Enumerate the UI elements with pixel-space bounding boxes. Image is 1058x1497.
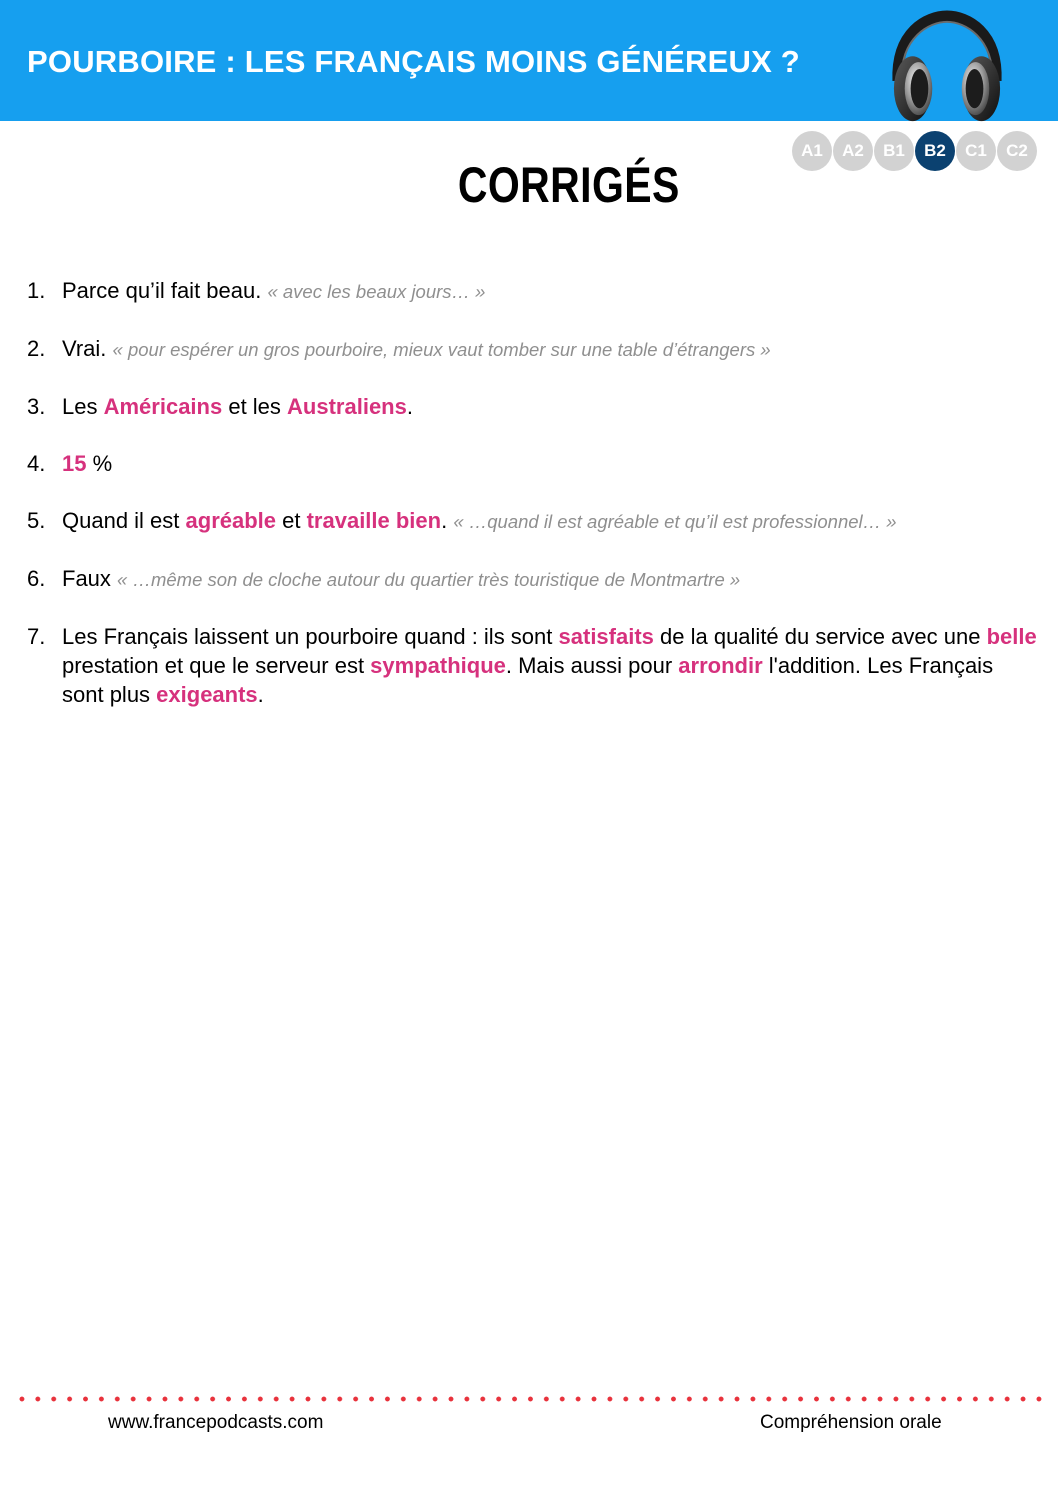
answer-number: 2. bbox=[27, 336, 46, 361]
answer-text: Vrai. bbox=[62, 336, 113, 361]
dotted-divider bbox=[14, 1393, 1048, 1405]
answer-text: et bbox=[276, 508, 307, 533]
answer-number: 3. bbox=[27, 394, 46, 419]
highlighted-answer: 15 bbox=[62, 451, 87, 476]
headphones-icon bbox=[888, 10, 1006, 126]
answer-text: Parce qu’il fait beau. bbox=[62, 278, 268, 303]
answer-item bbox=[27, 622, 1037, 709]
answer-text: de la qualité du service avec une bbox=[653, 624, 987, 649]
level-badge-b2: B2 bbox=[915, 131, 955, 171]
answer-number: 4. bbox=[27, 451, 46, 476]
answer-text: . bbox=[257, 682, 264, 707]
answer-item bbox=[27, 564, 1037, 594]
answer-item bbox=[27, 506, 1037, 536]
highlighted-answer: agréable bbox=[185, 508, 277, 533]
highlighted-answer: exigeants bbox=[156, 682, 258, 707]
answer-text: . bbox=[406, 394, 413, 419]
highlighted-answer: Américains bbox=[103, 394, 223, 419]
highlighted-answer: sympathique bbox=[370, 653, 506, 678]
page-title: CORRIGÉS bbox=[457, 157, 680, 213]
footer-section: Compréhension orale bbox=[760, 1412, 942, 1433]
answer-text: Quand il est bbox=[62, 508, 186, 533]
answer-list bbox=[27, 276, 1037, 737]
answer-number: 1. bbox=[27, 278, 46, 303]
footer-website: www.francepodcasts.com bbox=[108, 1412, 324, 1433]
answer-text: l'addition. Les Français sont plus bbox=[62, 653, 994, 707]
answer-quote: « …quand il est agréable et qu’il est professionnel… » bbox=[453, 511, 897, 532]
answer-item bbox=[27, 392, 1037, 421]
highlighted-answer: arrondir bbox=[678, 653, 763, 678]
level-badge-c2: C2 bbox=[997, 131, 1037, 171]
answer-item bbox=[27, 334, 1037, 364]
highlighted-answer: satisfaits bbox=[558, 624, 654, 649]
answer-quote: « …même son de cloche autour du quartier très touristique de Montmartre » bbox=[117, 569, 741, 590]
answer-text: et les bbox=[222, 394, 288, 419]
highlighted-answer: belle bbox=[986, 624, 1037, 649]
answer-text: Les bbox=[62, 394, 104, 419]
level-badge-a2: A2 bbox=[833, 131, 873, 171]
page-banner-title: POURBOIRE : LES FRANÇAIS MOINS GÉNÉREUX ? bbox=[27, 44, 800, 79]
level-badge-b1: B1 bbox=[874, 131, 914, 171]
answer-quote: « pour espérer un gros pourboire, mieux vaut tomber sur une table d’étrangers » bbox=[112, 339, 771, 360]
level-badge-c1: C1 bbox=[956, 131, 996, 171]
answer-number: 6. bbox=[27, 566, 46, 591]
answer-text: Les Français laissent un pourboire quand : ils sont bbox=[62, 624, 559, 649]
answer-quote: « avec les beaux jours… » bbox=[267, 281, 486, 302]
answer-text: . bbox=[441, 508, 454, 533]
answer-item bbox=[27, 276, 1037, 306]
answer-text: prestation et que le serveur est bbox=[62, 653, 371, 678]
answer-text: Faux bbox=[62, 566, 118, 591]
level-badge-a1: A1 bbox=[792, 131, 832, 171]
highlighted-answer: Australiens bbox=[287, 394, 407, 419]
answer-number: 7. bbox=[27, 624, 46, 649]
answer-number: 5. bbox=[27, 508, 46, 533]
answer-text: . Mais aussi pour bbox=[505, 653, 679, 678]
highlighted-answer: travaille bien bbox=[306, 508, 442, 533]
answer-text: % bbox=[86, 451, 113, 476]
header-bar bbox=[0, 0, 1058, 121]
answer-item bbox=[27, 449, 1037, 478]
